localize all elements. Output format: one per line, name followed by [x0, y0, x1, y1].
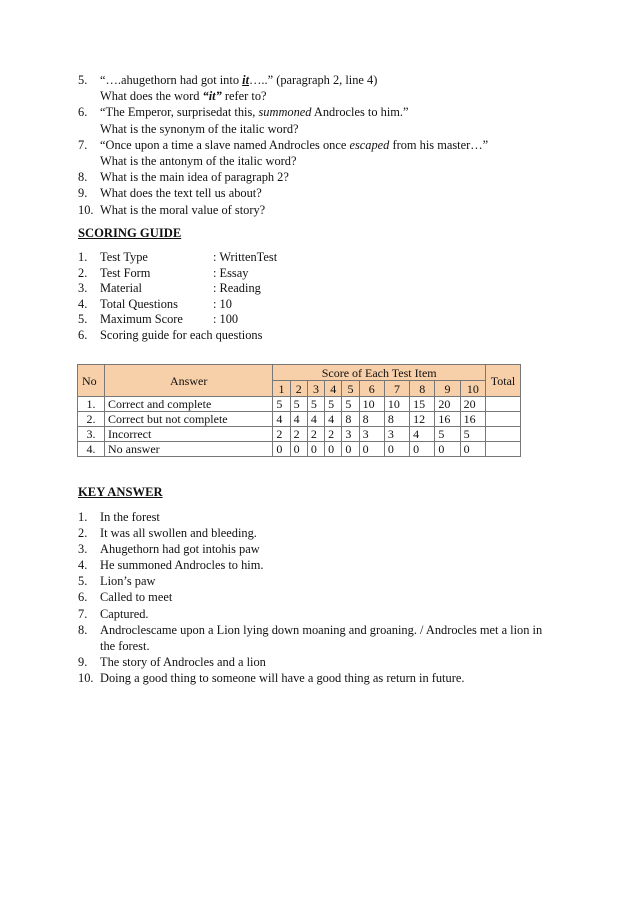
- question-text-part: “Once upon a time a slave named Androcles once: [100, 137, 350, 152]
- row-number: 1.: [78, 250, 88, 264]
- item-number: 5: [342, 381, 359, 397]
- score-cell: 0: [325, 442, 342, 457]
- answer-text: Lion’s paw: [100, 574, 156, 589]
- answer-text: It was all swollen and bleeding.: [100, 526, 257, 541]
- score-cell: 16: [460, 412, 485, 427]
- key-answer-item: [78, 654, 578, 670]
- item-number: 6: [359, 381, 384, 397]
- question-item: [78, 185, 598, 201]
- row-value: : 100: [213, 312, 239, 327]
- question-emphasis: summoned: [258, 105, 312, 120]
- row-number: 6.: [78, 327, 88, 342]
- total-cell: [486, 442, 521, 457]
- item-number: 8: [410, 381, 435, 397]
- answer-number: 1.: [78, 510, 88, 524]
- scoring-guide-row: [78, 266, 498, 282]
- key-answer-item: [78, 557, 578, 573]
- question-text-part: from his master…”: [389, 137, 489, 152]
- row-label: Test Type: [100, 250, 148, 264]
- row-label: Scoring guide for each questions: [100, 327, 263, 342]
- score-cell: 0: [290, 442, 307, 457]
- score-cell: 4: [273, 412, 290, 427]
- question-text: What is the moral value of story?: [100, 202, 266, 217]
- score-table: [77, 364, 521, 457]
- row-answer: Incorrect: [105, 427, 273, 442]
- total-cell: [486, 412, 521, 427]
- question-number: 9.: [78, 186, 88, 201]
- question-number: 10.: [78, 202, 94, 217]
- score-cell: 5: [325, 397, 342, 412]
- row-number: 3.: [78, 281, 88, 296]
- score-cell: 5: [435, 427, 460, 442]
- score-cell: 0: [435, 442, 460, 457]
- score-cell: 0: [460, 442, 485, 457]
- score-cell: 8: [359, 412, 384, 427]
- answer-number: 3.: [78, 542, 88, 557]
- row-label: Test Form: [100, 265, 151, 280]
- item-number: 9: [435, 381, 460, 397]
- score-cell: 0: [273, 442, 290, 457]
- answer-text: Doing a good thing to someone will have a good thing as return in future.: [100, 670, 465, 685]
- question-number: 7.: [78, 137, 88, 152]
- score-cell: 2: [325, 427, 342, 442]
- question-emphasis: “it”: [202, 89, 222, 104]
- key-answer-item: [78, 525, 578, 541]
- scoring-guide-row: [78, 250, 498, 266]
- header-answer: Answer: [105, 365, 273, 397]
- answer-number: 5.: [78, 574, 88, 589]
- question-text-part: …..” (paragraph 2, line 4): [249, 73, 378, 87]
- item-number: 7: [384, 381, 409, 397]
- question-subtext: [100, 88, 598, 104]
- header-no: No: [78, 365, 105, 397]
- question-item: [78, 169, 598, 185]
- score-cell: 20: [460, 397, 485, 412]
- score-cell: 0: [384, 442, 409, 457]
- item-number: 3: [307, 381, 324, 397]
- key-answer-item: [78, 541, 578, 557]
- answer-text: Called to meet: [100, 590, 173, 605]
- score-cell: 2: [273, 427, 290, 442]
- item-number: 1: [273, 381, 290, 397]
- key-answer-item: [78, 622, 578, 654]
- question-item: [78, 72, 598, 104]
- row-label: Total Questions: [100, 296, 178, 311]
- question-subtext: What is the antonym of the italic word?: [100, 154, 297, 169]
- score-cell: 3: [384, 427, 409, 442]
- score-cell: 8: [384, 412, 409, 427]
- row-label: Material: [100, 281, 142, 296]
- score-cell: 0: [359, 442, 384, 457]
- answer-number: 8.: [78, 622, 88, 637]
- answer-text: The story of Androcles and a lion: [100, 654, 266, 669]
- question-number: 8.: [78, 170, 88, 185]
- row-answer: Correct but not complete: [105, 412, 273, 427]
- scoring-guide-row: [78, 312, 498, 328]
- question-number: 6.: [78, 105, 88, 120]
- score-cell: 2: [290, 427, 307, 442]
- answer-number: 6.: [78, 590, 88, 605]
- scoring-guide-row: [78, 328, 498, 344]
- row-number: 5.: [78, 312, 88, 327]
- key-answer-item: [78, 509, 578, 525]
- score-cell: 20: [435, 397, 460, 412]
- table-header-row: [78, 365, 521, 381]
- score-cell: 0: [307, 442, 324, 457]
- question-text-part: “….ahugethorn had got into: [100, 73, 243, 87]
- score-cell: 5: [342, 397, 359, 412]
- answer-number: 10.: [78, 670, 94, 685]
- answer-text: In the forest: [100, 510, 160, 524]
- header-score: Score of Each Test Item: [273, 365, 486, 381]
- score-cell: 3: [359, 427, 384, 442]
- score-cell: 10: [359, 397, 384, 412]
- item-number: 2: [290, 381, 307, 397]
- row-answer: No answer: [105, 442, 273, 457]
- row-number: 2.: [78, 265, 88, 280]
- score-cell: 4: [410, 427, 435, 442]
- score-cell: 16: [435, 412, 460, 427]
- row-no: 1.: [78, 397, 105, 412]
- question-emphasis: it: [242, 73, 250, 87]
- row-value: : 10: [213, 296, 232, 311]
- answer-number: 2.: [78, 526, 88, 541]
- row-value: : Reading: [213, 281, 261, 296]
- answer-text: Captured.: [100, 606, 149, 621]
- question-item: [78, 137, 598, 169]
- answer-text: Ahugethorn had got intohis paw: [100, 542, 260, 557]
- table-row: [78, 412, 521, 427]
- question-text: [100, 72, 598, 88]
- question-text: [100, 137, 598, 153]
- question-emphasis: escaped: [349, 137, 390, 152]
- item-number: 4: [325, 381, 342, 397]
- row-label: Maximum Score: [100, 312, 183, 327]
- key-answer-item: [78, 589, 578, 605]
- table-row: [78, 397, 521, 412]
- question-text: What is the main idea of paragraph 2?: [100, 170, 289, 185]
- score-cell: 5: [307, 397, 324, 412]
- key-answer-item: [78, 573, 578, 589]
- scoring-guide-row: [78, 281, 498, 297]
- row-no: 4.: [78, 442, 105, 457]
- key-answer-list: [78, 509, 578, 686]
- answer-text: Androclescame upon a Lion lying down moaning and groaning. / Androcles met a lion in: [100, 622, 543, 637]
- total-cell: [486, 427, 521, 442]
- score-cell: 12: [410, 412, 435, 427]
- row-no: 3.: [78, 427, 105, 442]
- key-answer-heading: KEY ANSWER: [78, 485, 163, 499]
- key-answer-item: [78, 606, 578, 622]
- question-number: 5.: [78, 73, 88, 87]
- score-cell: 4: [307, 412, 324, 427]
- question-text-part: refer to?: [221, 89, 267, 104]
- row-answer: Correct and complete: [105, 397, 273, 412]
- question-text-part: What does the word: [100, 89, 203, 104]
- scoring-guide-heading: SCORING GUIDE: [78, 226, 182, 240]
- score-cell: 8: [342, 412, 359, 427]
- total-cell: [486, 397, 521, 412]
- score-cell: 2: [307, 427, 324, 442]
- row-number: 4.: [78, 296, 88, 311]
- key-answer-item: [78, 670, 578, 686]
- score-cell: 5: [273, 397, 290, 412]
- question-subtext: What is the synonym of the italic word?: [100, 121, 299, 136]
- scoring-guide-list: [78, 250, 498, 344]
- table-row: [78, 427, 521, 442]
- table-row: [78, 442, 521, 457]
- answer-text: He summoned Androcles to him.: [100, 558, 264, 573]
- score-cell: 3: [342, 427, 359, 442]
- row-no: 2.: [78, 412, 105, 427]
- question-text-part: “The Emperor, surprisedat this,: [100, 105, 259, 120]
- score-cell: 5: [460, 427, 485, 442]
- question-text-part: Androcles to him.”: [311, 105, 409, 120]
- score-cell: 15: [410, 397, 435, 412]
- score-cell: 0: [410, 442, 435, 457]
- question-text: What does the text tell us about?: [100, 186, 262, 201]
- answer-number: 9.: [78, 654, 88, 669]
- scoring-guide-row: [78, 297, 498, 313]
- score-cell: 10: [384, 397, 409, 412]
- answer-number: 7.: [78, 606, 88, 621]
- score-cell: 0: [342, 442, 359, 457]
- score-cell: 4: [290, 412, 307, 427]
- question-list: [78, 72, 598, 218]
- score-cell: 4: [325, 412, 342, 427]
- question-text: [100, 104, 598, 120]
- header-total: Total: [486, 365, 521, 397]
- question-item: [78, 104, 598, 136]
- row-value: : Essay: [213, 265, 249, 280]
- answer-text-continued: the forest.: [100, 638, 150, 653]
- answer-number: 4.: [78, 558, 88, 573]
- question-item: [78, 202, 598, 218]
- item-number: 10: [460, 381, 485, 397]
- score-cell: 5: [290, 397, 307, 412]
- row-value: : WrittenTest: [213, 250, 278, 264]
